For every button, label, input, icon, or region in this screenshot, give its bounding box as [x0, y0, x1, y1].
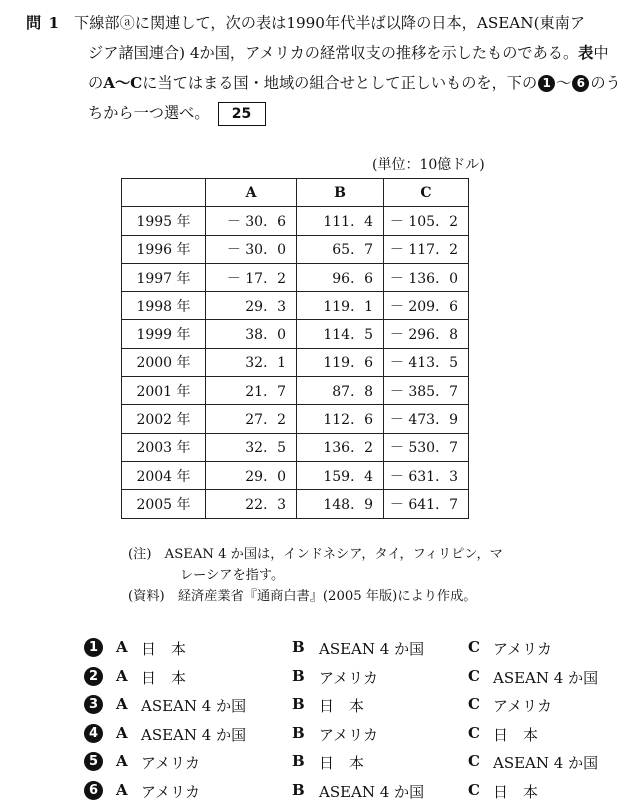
option-value-c: 日 本 [493, 725, 539, 744]
table-unit: (単位：10億ドル) [372, 157, 485, 173]
option-value-b: 日 本 [319, 697, 365, 716]
option-value-b: ASEAN 4 か国 [319, 782, 425, 801]
option-value-b: アメリカ [319, 725, 378, 744]
circled-number-icon: 4 [84, 724, 103, 743]
option-label-a: A [116, 666, 128, 685]
circled-number-6: 6 [572, 75, 589, 92]
table-cell-b: 87．8 [297, 377, 384, 405]
table-row [122, 433, 469, 461]
option-label-a: A [116, 695, 128, 714]
table-cell-b: 119．6 [297, 348, 384, 376]
option-label-c: C [468, 723, 480, 742]
option-value-a: ASEAN 4 か国 [141, 697, 247, 716]
option-value-a: アメリカ [141, 754, 200, 773]
option-label-b: B [292, 638, 305, 656]
option-label-b: B [292, 695, 305, 714]
table-cell-a: 27．2 [206, 405, 297, 433]
question-line-4: ちから一つ選べ。 25 [88, 98, 266, 128]
table-cell-c: － 385．7 [384, 377, 469, 405]
table-row [122, 377, 469, 405]
table-cell-b: 148．9 [297, 490, 384, 518]
table-cell-a: 32．5 [206, 433, 297, 461]
table-cell-a: 29．3 [206, 292, 297, 320]
table-cell-c: － 296．8 [384, 320, 469, 348]
table-row [122, 207, 469, 235]
answer-options [0, 634, 630, 806]
question-number: 問 1 [26, 14, 61, 32]
option-value-c: アメリカ [493, 640, 552, 658]
option-label-b: B [292, 666, 305, 685]
table-row [122, 461, 469, 489]
table-cell-a: － 30．6 [206, 207, 297, 235]
option-4[interactable] [0, 720, 630, 749]
question-text [26, 8, 621, 128]
option-label-c: C [468, 752, 480, 771]
table-cell-a: 22．3 [206, 490, 297, 518]
table-row [122, 263, 469, 291]
option-value-a: ASEAN 4 か国 [141, 725, 247, 744]
table-header-c: C [384, 179, 469, 207]
option-label-c: C [468, 666, 480, 685]
circled-number-icon: 2 [84, 667, 103, 686]
table-cell-c: － 641．7 [384, 490, 469, 518]
table-cell-a: 29．0 [206, 461, 297, 489]
table-row [122, 235, 469, 263]
table-cell-b: 65．7 [297, 235, 384, 263]
table-cell-c: － 136．0 [384, 263, 469, 291]
table-row [122, 292, 469, 320]
option-value-a: 日 本 [141, 668, 187, 687]
table-notes [128, 544, 503, 607]
option-label-c: C [468, 638, 480, 656]
option-value-b: 日 本 [319, 754, 365, 773]
circled-number-icon: 5 [84, 752, 103, 771]
table-header-a: A [206, 179, 297, 207]
table-cell-b: 96．6 [297, 263, 384, 291]
question-line-1: 下線部ⓐに関連して，次の表は1990年代半ば以降の日本，ASEAN(東南ア [74, 14, 586, 32]
table-cell-b: 112．6 [297, 405, 384, 433]
option-label-a: A [116, 723, 128, 742]
option-label-b: B [292, 780, 305, 799]
note-source: (資料) 経済産業省『通商白書』(2005 年版)により作成。 [128, 589, 477, 604]
table-cell-c: － 209．6 [384, 292, 469, 320]
note-asean-cont: レーシアを指す。 [180, 568, 285, 583]
table-cell-year: 2000 年 [122, 348, 206, 376]
option-value-a: 日 本 [141, 640, 187, 658]
table-header-b: B [297, 179, 384, 207]
table-row [122, 348, 469, 376]
option-value-c: 日 本 [493, 782, 539, 801]
table-cell-c: － 530．7 [384, 433, 469, 461]
table-cell-a: 38．0 [206, 320, 297, 348]
table-cell-b: 119．1 [297, 292, 384, 320]
table-cell-a: － 30．0 [206, 235, 297, 263]
table-cell-year: 1995 年 [122, 207, 206, 235]
circled-number-icon: 6 [84, 781, 103, 800]
question-line-2: ジア諸国連合) 4か国，アメリカの経常収支の推移を示したものである。表中 [88, 44, 609, 62]
answer-box[interactable]: 25 [218, 102, 266, 126]
option-label-b: B [292, 723, 305, 742]
option-value-a: アメリカ [141, 782, 200, 801]
table-header-year [122, 179, 206, 207]
option-value-b: ASEAN 4 か国 [319, 640, 425, 658]
table-row [122, 405, 469, 433]
option-1[interactable] [0, 634, 630, 663]
table-cell-b: 159．4 [297, 461, 384, 489]
table-cell-c: － 631．3 [384, 461, 469, 489]
table-cell-year: 2002 年 [122, 405, 206, 433]
table-cell-b: 136．2 [297, 433, 384, 461]
circled-number-icon: 1 [84, 638, 103, 657]
option-label-c: C [468, 695, 480, 714]
table-cell-year: 1998 年 [122, 292, 206, 320]
circled-number-1: 1 [538, 75, 555, 92]
option-label-a: A [116, 780, 128, 799]
table-cell-c: － 117．2 [384, 235, 469, 263]
option-value-c: ASEAN 4 か国 [493, 668, 599, 687]
table-cell-b: 111．4 [297, 207, 384, 235]
table-cell-year: 2004 年 [122, 461, 206, 489]
option-label-a: A [116, 752, 128, 771]
table-cell-b: 114．5 [297, 320, 384, 348]
option-value-b: アメリカ [319, 668, 378, 687]
note-asean: (注) ASEAN 4 か国は，インドネシア，タイ，フィリピン，マ [128, 547, 503, 562]
table-cell-year: 2003 年 [122, 433, 206, 461]
table-cell-year: 1999 年 [122, 320, 206, 348]
option-6[interactable] [0, 777, 630, 806]
data-table [121, 178, 469, 519]
table-cell-year: 2005 年 [122, 490, 206, 518]
option-value-c: アメリカ [493, 697, 552, 716]
question-line-3: のA～Cに当てはまる国・地域の組合せとして正しいものを，下の 1 ～ 6 のう [88, 74, 621, 92]
table-cell-year: 1997 年 [122, 263, 206, 291]
option-3[interactable] [0, 691, 630, 720]
option-label-c: C [468, 780, 480, 799]
table-cell-a: 32．1 [206, 348, 297, 376]
table-cell-year: 1996 年 [122, 235, 206, 263]
table-header-row [122, 179, 469, 207]
option-5[interactable] [0, 748, 630, 777]
option-2[interactable] [0, 663, 630, 692]
table-cell-a: － 17．2 [206, 263, 297, 291]
table-row [122, 490, 469, 518]
table-cell-year: 2001 年 [122, 377, 206, 405]
circled-number-icon: 3 [84, 695, 103, 714]
option-label-b: B [292, 752, 305, 771]
table-cell-a: 21．7 [206, 377, 297, 405]
option-label-a: A [116, 638, 128, 656]
table-cell-c: － 413．5 [384, 348, 469, 376]
table-cell-c: － 105．2 [384, 207, 469, 235]
option-value-c: ASEAN 4 か国 [493, 754, 599, 773]
table-cell-c: － 473．9 [384, 405, 469, 433]
table-row [122, 320, 469, 348]
